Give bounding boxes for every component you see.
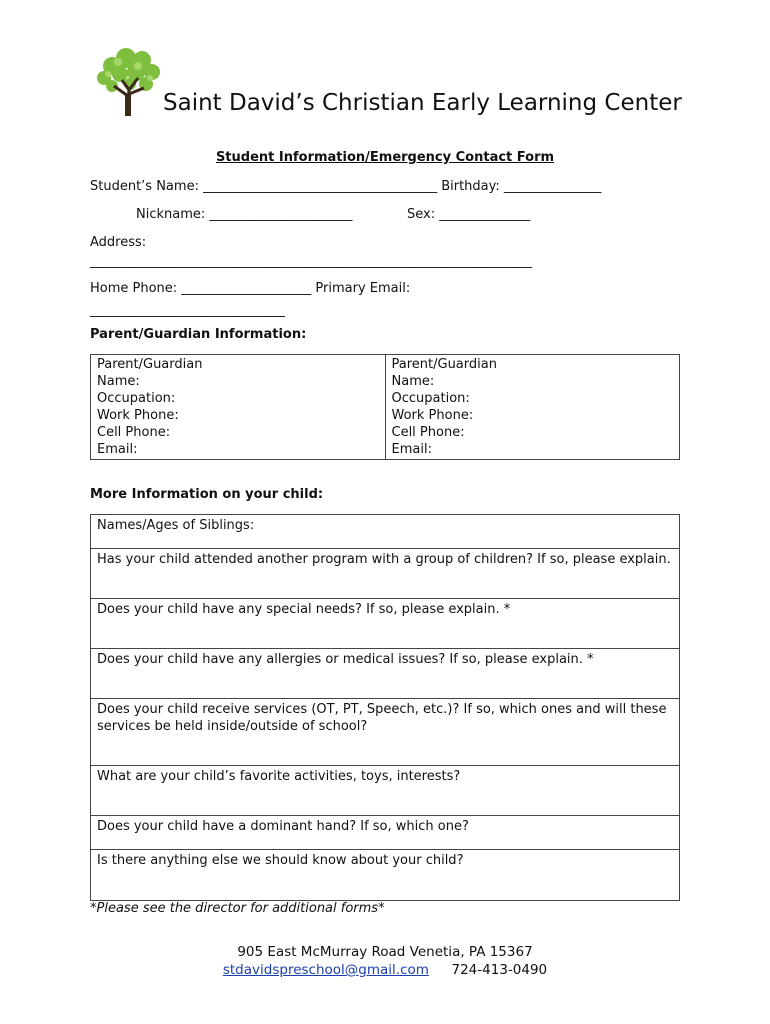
student-name-birthday-line[interactable]: Student’s Name: ____________________________________ Birthday: _______________ — [90, 179, 602, 194]
pg2-email: Email: — [391, 442, 432, 457]
pg1-work-phone: Work Phone: — [97, 408, 179, 423]
question-favorites[interactable]: What are your child’s favorite activities, toys, interests? — [91, 766, 680, 816]
more-info-table — [90, 514, 680, 901]
email-blank[interactable]: ______________________________ — [90, 303, 285, 318]
pg2-work-phone: Work Phone: — [391, 408, 474, 423]
pg1-title: Parent/Guardian — [97, 357, 203, 372]
parent-section-heading: Parent/Guardian Information: — [90, 327, 307, 342]
form-title: Student Information/Emergency Contact Form — [215, 150, 555, 165]
footer-contact — [0, 962, 770, 978]
footer-address: 905 East McMurray Road Venetia, PA 15367 — [237, 944, 533, 960]
address-blank[interactable]: ____________________________________________________________________ — [90, 254, 532, 269]
tree-logo-icon — [92, 44, 166, 118]
question-anything-else[interactable]: Is there anything else we should know about your child? — [91, 850, 680, 901]
question-services[interactable]: Does your child receive services (OT, PT, Speech, etc.)? If so, which ones and will these services be held inside/outside of school? — [91, 699, 680, 766]
parent-guardian-table — [90, 354, 680, 460]
pg1-cell-phone: Cell Phone: — [97, 425, 171, 440]
pg2-name: Name: — [391, 374, 435, 389]
pg2-cell-phone: Cell Phone: — [391, 425, 465, 440]
phone-email-line[interactable]: Home Phone: ____________________ Primary Email: — [90, 281, 411, 296]
pg2-title: Parent/Guardian — [391, 357, 497, 372]
question-special-needs[interactable]: Does your child have any special needs? If so, please explain. * — [91, 599, 680, 649]
question-prior-program[interactable]: Has your child attended another program with a group of children? If so, please explain. — [91, 549, 680, 599]
pg1-name: Name: — [97, 374, 140, 389]
org-name: Saint David’s Christian Early Learning Center — [163, 90, 682, 116]
pg1-occupation: Occupation: — [97, 391, 176, 406]
question-dominant-hand[interactable]: Does your child have a dominant hand? If so, which one? — [91, 816, 680, 850]
more-info-heading: More Information on your child: — [90, 487, 324, 502]
additional-forms-note: *Please see the director for additional forms* — [90, 901, 385, 916]
parent-guardian-1-cell[interactable] — [91, 355, 386, 460]
pg1-email: Email: — [97, 442, 138, 457]
question-siblings[interactable]: Names/Ages of Siblings: — [91, 515, 680, 549]
footer-email-link[interactable]: stdavidspreschool@gmail.com — [222, 962, 429, 978]
question-allergies[interactable]: Does your child have any allergies or medical issues? If so, please explain. * — [91, 649, 680, 699]
address-label: Address: — [90, 235, 147, 250]
pg2-occupation: Occupation: — [391, 391, 470, 406]
footer-phone: 724-413-0490 — [451, 962, 548, 978]
parent-guardian-2-cell[interactable] — [385, 355, 680, 460]
nickname-line[interactable]: Nickname: ______________________ — [136, 207, 353, 222]
sex-line[interactable]: Sex: ______________ — [407, 207, 531, 222]
